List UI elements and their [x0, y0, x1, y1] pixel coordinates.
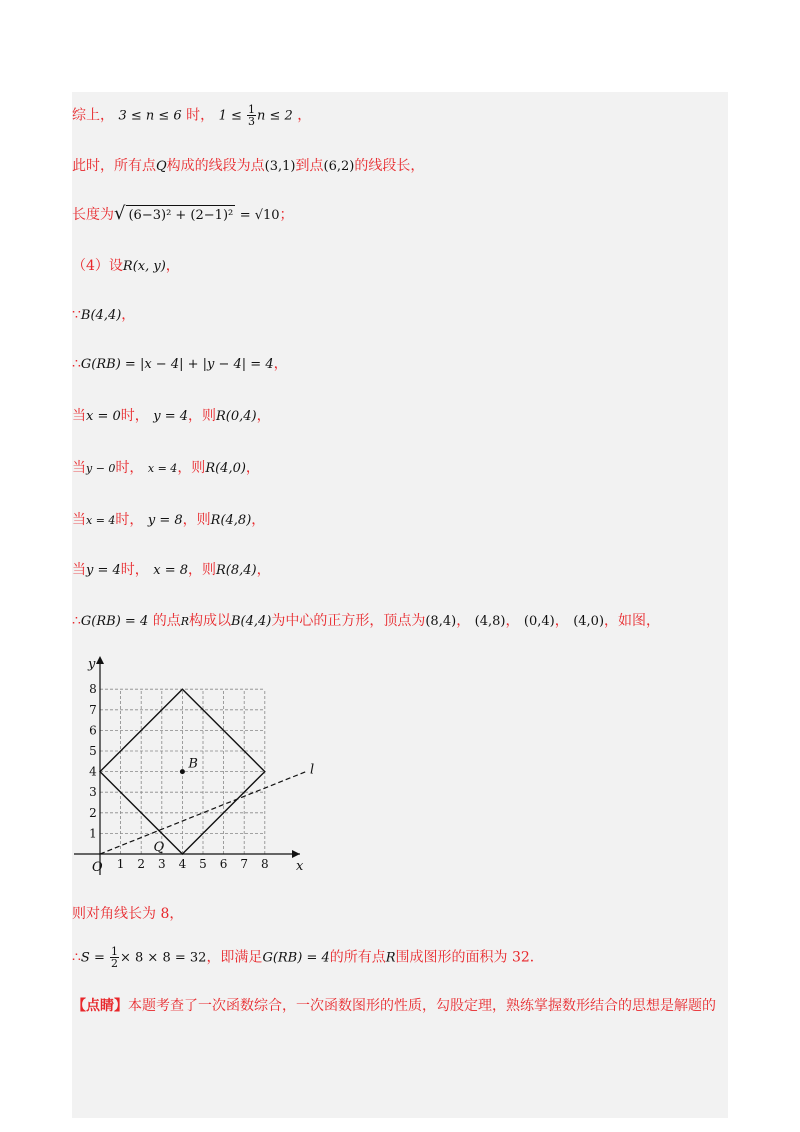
line-5	[72, 305, 135, 326]
x-tick-label: 1	[116, 857, 125, 871]
text: 当	[72, 408, 86, 424]
math: R(4,0)	[205, 461, 246, 476]
math: (4,8)	[474, 614, 506, 629]
text: 时，	[120, 408, 149, 424]
line-2	[72, 156, 424, 177]
y-tick-label: 8	[89, 682, 97, 697]
text: 的所有点	[329, 949, 386, 966]
labels	[87, 657, 314, 875]
math: (6,2)	[323, 159, 355, 174]
y-tick-label: 1	[89, 826, 97, 841]
math: 3 ≤ n ≤ 6	[118, 108, 182, 124]
text: 当	[72, 562, 86, 578]
x-tick-label: 4	[178, 857, 187, 871]
text: ，如图，	[604, 613, 661, 629]
text: 时，	[115, 460, 144, 476]
x-axis-label: x	[296, 859, 304, 874]
math: (6−3)² + (2−1)²	[126, 205, 235, 226]
text: ∵	[72, 307, 81, 323]
math: B(4,4)	[80, 308, 122, 323]
text: ，则	[182, 512, 211, 528]
math: x = 8	[153, 563, 188, 578]
math: y = 4	[153, 409, 188, 424]
math: x = 4	[86, 514, 116, 527]
text: ，即满足	[206, 949, 263, 966]
math: x = 0	[86, 409, 121, 424]
key-point-note	[72, 996, 716, 1016]
text: 则对角线长为 8，	[72, 906, 184, 922]
x-tick-label: 6	[219, 857, 228, 871]
text: 构成的线段为点	[166, 158, 265, 174]
note-text: 本题考查了一次函数综合，一次函数图形的性质，勾股定理，熟练掌握数形结合的思想是解题的	[128, 998, 716, 1014]
y-axis-arrow	[96, 656, 104, 664]
y-tick-label: 7	[89, 702, 97, 717]
line-11	[72, 611, 660, 632]
y-tick-label: 2	[89, 805, 97, 820]
text: ，	[456, 613, 471, 629]
text: ，	[256, 408, 271, 424]
line-3: 长度为√ (6−3)² + (2−1)² = √10；	[72, 203, 294, 224]
math: R(0,4)	[216, 409, 257, 424]
text: 长度为	[72, 207, 114, 223]
math: R	[385, 950, 396, 966]
math: R(8,4)	[216, 563, 257, 578]
text: 当	[72, 512, 86, 528]
math: G(RB) = 4	[262, 950, 330, 966]
text: ，	[273, 356, 288, 372]
text: ，	[251, 512, 266, 528]
math: (8,4)	[425, 614, 457, 629]
text: 此时，所有点	[72, 158, 156, 174]
math: × 8 × 8 = 32	[120, 950, 207, 966]
math: (4,0)	[573, 614, 605, 629]
y-axis-label: y	[88, 657, 96, 672]
math: y − 0	[86, 462, 116, 475]
line-10	[72, 560, 271, 581]
math: y = 8	[147, 513, 183, 528]
text: 围成图形的面积为 32．	[395, 949, 544, 966]
math: B(4,4)	[230, 614, 272, 629]
x-axis-arrow	[292, 850, 300, 858]
text: ，	[297, 107, 312, 124]
line-l-label: l	[310, 762, 315, 778]
origin-label: O	[92, 860, 103, 875]
text: ∴	[72, 613, 81, 629]
text: 为中心的正方形，顶点为	[271, 613, 426, 629]
math: S =	[80, 950, 109, 966]
math: R	[180, 615, 189, 628]
text: ∴	[72, 949, 81, 966]
y-tick-label: 6	[89, 723, 97, 738]
x-tick-label: 2	[137, 857, 146, 871]
line-1	[72, 104, 311, 127]
text: 的点	[152, 613, 181, 629]
point-b	[180, 769, 185, 774]
fraction: $\frac{1}{3}$	[248, 103, 256, 128]
line-8	[72, 458, 260, 479]
text: ，	[256, 562, 271, 578]
x-tick-label: 7	[240, 857, 249, 871]
x-tick-label: 3	[157, 857, 166, 871]
coordinate-diagram	[72, 650, 315, 880]
text: ，则	[177, 460, 206, 476]
x-tick-label: 8	[260, 857, 269, 871]
point-b-label: B	[188, 756, 198, 772]
text: 时，	[120, 562, 149, 578]
math: (3,1)	[264, 159, 296, 174]
math: = √10	[239, 208, 280, 223]
text: ，则	[188, 408, 216, 424]
text: ，	[505, 613, 520, 629]
text: 当	[72, 460, 86, 476]
text: ；	[279, 207, 294, 223]
text: ∴	[72, 356, 81, 372]
text: 时，	[115, 512, 144, 528]
y-tick-label: 5	[89, 744, 97, 758]
text: 到点	[295, 158, 324, 174]
point-q-label: Q	[153, 840, 165, 855]
line-7	[72, 406, 271, 427]
line-13	[72, 946, 544, 969]
math: y = 4	[86, 563, 121, 578]
fraction: $\frac{1}{2}$	[111, 945, 118, 970]
math: R(x, y)	[122, 259, 166, 274]
math: G(RB) = 4	[80, 614, 149, 629]
text: 综上，	[72, 107, 114, 124]
y-tick-label: 4	[89, 764, 97, 779]
math: Q	[156, 159, 167, 174]
y-tick-label: 3	[89, 785, 97, 800]
text: （4）设	[72, 258, 123, 274]
text: ，	[165, 258, 180, 274]
math: n ≤ 2	[257, 108, 293, 124]
line-6	[72, 354, 288, 375]
line-4	[72, 256, 180, 277]
line-12	[72, 904, 183, 924]
math: R(4,8)	[210, 513, 252, 528]
math: (0,4)	[523, 614, 555, 629]
text: 的线段长，	[354, 158, 425, 174]
text: ，	[554, 613, 569, 629]
note-label: 【点睛】	[72, 998, 128, 1014]
text: 时，	[186, 107, 215, 124]
text: 构成以	[188, 613, 231, 629]
text: ，则	[188, 562, 216, 578]
math: x = 4	[147, 462, 178, 475]
x-tick-label: 5	[199, 857, 207, 871]
math: G(RB) = |x − 4| + |y − 4| = 4	[80, 357, 274, 372]
text: ，	[121, 307, 136, 323]
line-9	[72, 510, 265, 531]
math: 1 ≤	[218, 108, 247, 124]
text: ，	[245, 460, 260, 476]
